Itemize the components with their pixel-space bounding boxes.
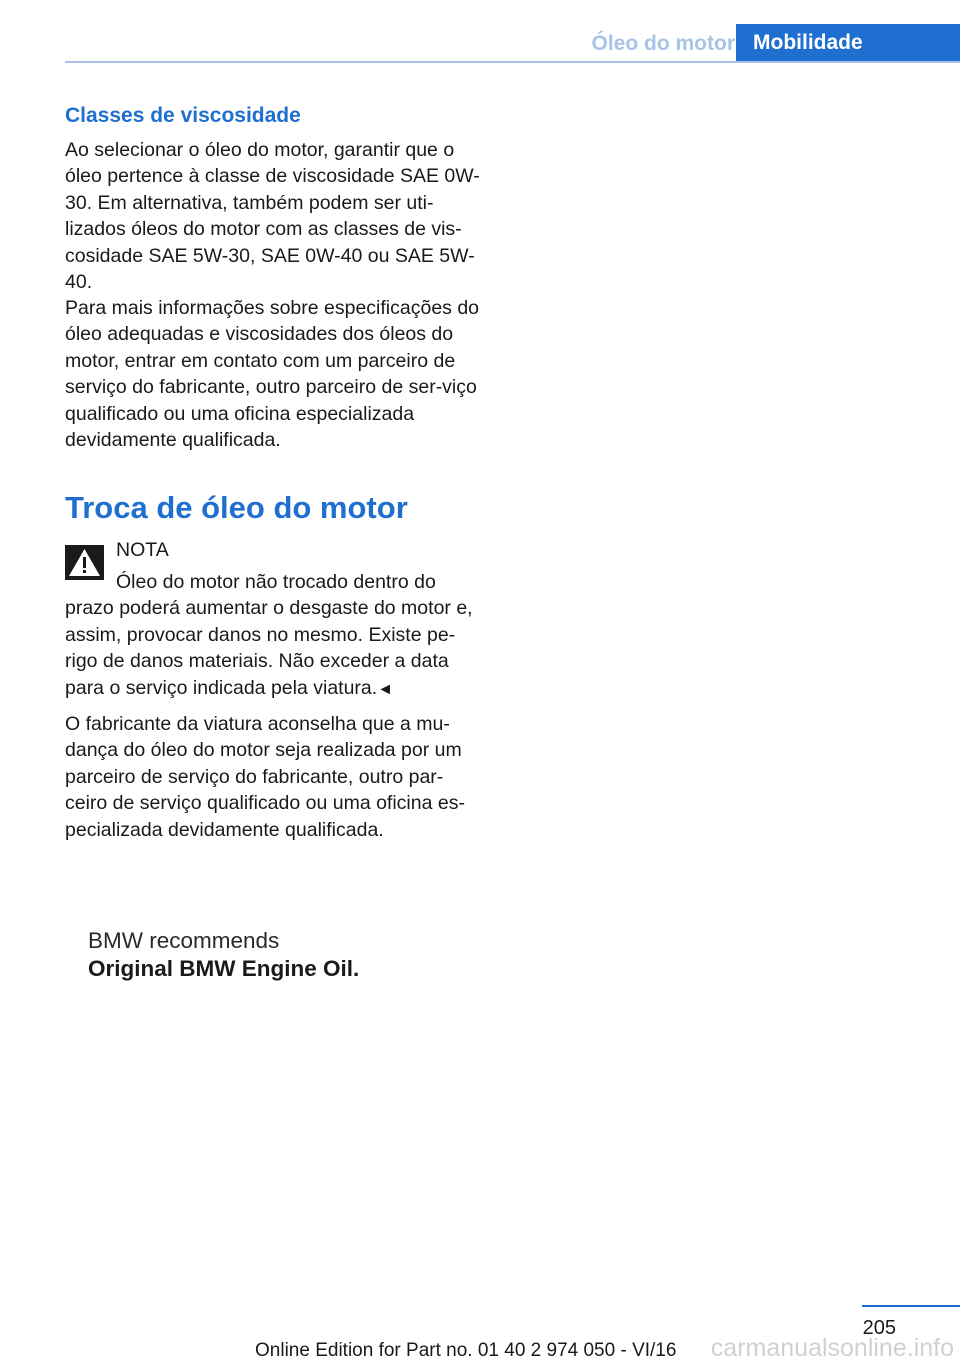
viscosity-paragraph-1: Ao selecionar o óleo do motor, garantir que o óleo pertence à classe de viscosidade SAE 0W-30. Em alternativa, também podem ser uti-lizados óleos do motor com as classes de vis-cosidade SAE 5W-30, SAE 0W-40 ou SAE 5W-40. <box>65 139 480 294</box>
ad-engine-oil-line: Original BMW Engine Oil. <box>88 956 360 981</box>
oil-change-heading: Troca de óleo do motor <box>65 490 408 525</box>
note-body: Óleo do motor não trocado dentro do prazo poderá aumentar o desgaste do motor e, assim, provocar danos no mesmo. Existe pe-rigo de danos materiais. Não exceder a data para o serviço indicada pela viatura. <box>65 571 473 699</box>
viscosity-heading: Classes de viscosidade <box>65 104 301 127</box>
watermark: carmanualsonline.info <box>710 1334 954 1362</box>
viscosity-paragraph-2: Para mais informações sobre especificações do óleo adequadas e viscosidades dos óleos do motor, entrar em contato com um parceiro de serviço do fabricante, outro parceiro de ser-viço qualificado ou uma oficina especializada devidamente qualificada. <box>65 297 480 452</box>
footer-rule <box>862 1305 960 1307</box>
footer-edition-text: Online Edition for Part no. 01 40 2 974 050 - VI/16 <box>255 1340 677 1361</box>
oil-change-paragraph: O fabricante da viatura aconselha que a mu-dança do óleo do motor seja realizada por um parceiro de serviço do fabricante, outro par-ceiro de serviço qualificado ou uma oficina es-pecializada devidamente qualificada. <box>65 713 465 841</box>
running-header-section-title: Óleo do motor <box>591 32 735 55</box>
note-label: NOTA <box>116 539 169 561</box>
chapter-tab: Mobilidade <box>736 24 960 62</box>
end-of-note-mark: ◄ <box>377 680 394 698</box>
note-text <box>65 569 485 703</box>
ad-recommends-line: BMW recommends <box>88 928 280 953</box>
header-rule <box>65 61 960 63</box>
page-number: 205 <box>862 1317 896 1339</box>
